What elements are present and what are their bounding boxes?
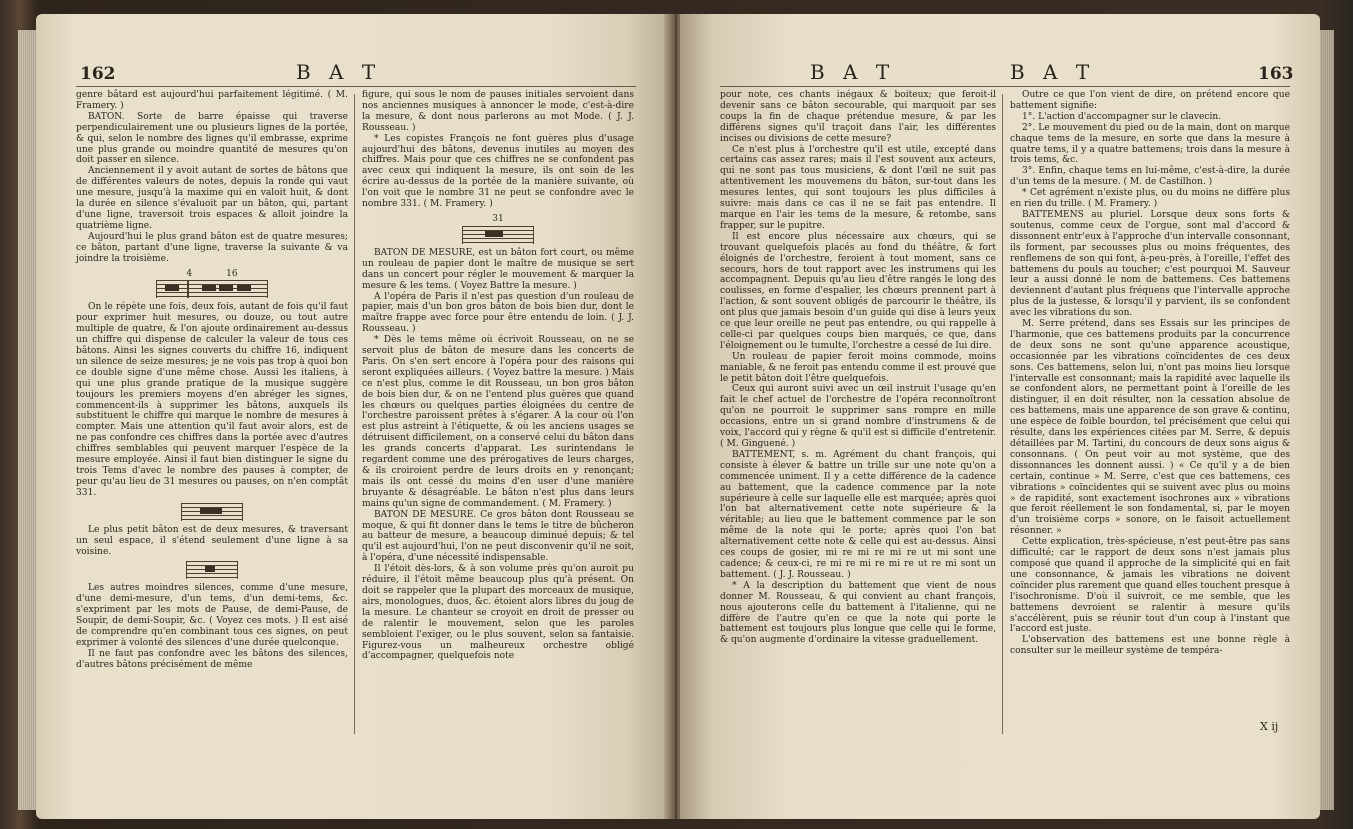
right-column-2: [1010, 90, 1290, 657]
paragraph: Il l'étoit dès-lors, & à son volume près qu'on auroit pu réduire, il l'étoit même beaucoup plus qu'à présent. On doit se rappeler que la plupart des morceaux de musique, airs, monologues, duos, &c. étoient alors libres du joug de la mesure. Le chanteur se croyoit en droit de presser ou de ralentir le mouvement, selon que les paroles sembloient l'exiger, ou le plus souvent, selon sa fantaisie. Figurez-vous un malheureux orchestre obligé d'accompagner, quelquefois note: [362, 564, 634, 662]
paragraph: BATON DE MESURE. Ce gros bâton dont Rousseau se moque, & qui fit donner dans le tems le titre de bûcheron au batteur de mesure, a beaucoup diminué depuis; & tel qu'il est aujourd'hui, l'on ne peut disconvenir qu'il ne soit, à l'opéra, d'une nécessité indispensable.: [362, 509, 634, 564]
figure-small-baton: [76, 561, 348, 579]
paragraph: BATON DE MESURE, est un bâton fort court, ou même un rouleau de papier dont le maître de musique se sert dans un concert pour régler le mouvement & marquer la mesure & les tems. ( Voyez Battre la mesure. ): [362, 247, 634, 291]
signature-mark: X ij: [1260, 720, 1279, 733]
left-column-1: [76, 90, 348, 671]
paragraph: Aujourd'hui le plus grand bâton est de quatre mesures; ce bâton, partant d'une ligne, traverse la suivante & va joindre la troisième.: [76, 231, 348, 264]
running-head: B A T: [1010, 60, 1096, 84]
music-staff: [186, 561, 238, 579]
paragraph: On le répète une fois, deux fois, autant de fois qu'il faut pour exprimer huit mesures, ou douze, ou tout autre multiple de quatre, & l'on ajoute ordinairement au-dessus un chiffre qui dispense de calculer la valeur de tous ces bâtons. Ainsi les signes couverts du chiffre 16, indiquent un silence de seize mesures; je ne vois pas trop à quoi bon ce double signe d'une même chose. Aussi les italiens, à qui une plus grande pratique de la musique suggère toujours les premiers moyens d'en abréger les signes, commencent-ils à supprimer les bâtons, auxquels ils substituent le chiffre qui marque le nombre de mesures à compter. Mais une attention qu'il faut avoir alors, est de ne pas confondre ces chiffres dans la portée avec d'autres chiffres semblables qui peuvent marquer l'espèce de la mesure employée. Ainsi il faut bien distinguer le signe du trois Tems d'avec le nombre des pauses à compter, de peur qu'au lieu de 31 mesures ou pauses, on n'en comptât 331.: [76, 302, 348, 498]
page-number: 162: [80, 64, 116, 84]
paragraph: Un rouleau de papier feroit moins commode, moins maniable, & ne feroit pas entendu comme il est prouvé que le petit bâton doit l'être quelquefois.: [720, 351, 996, 384]
right-page: [680, 14, 1320, 819]
figure-number: 16: [226, 268, 238, 279]
paragraph: 2°. Le mouvement du pied ou de la main, dont on marque chaque tems de la mesure, en sorte que dans la mesure à quatre tems, il y a quatre battemens; trois dans la mesure à trois tems, &c.: [1010, 122, 1290, 166]
paragraph: figure, qui sous le nom de pauses initiales servoient dans nos anciennes musiques à annoncer le mode, c'est-à-dire la mesure, & dont nous parlerons au mot Mode. ( J. J. Rousseau. ): [362, 90, 634, 133]
paragraph: * Les copistes François ne font guères plus d'usage aujourd'hui des bâtons, devenus inutiles au moyen des chiffres. Mais pour que ces chiffres ne se confondent pas avec ceux qui indiquent la mesure, ils ont soin de les écrire au-dessus de la portée de la manière suivante, où l'on voit que le nombre 31 ne peut se confondre avec le nombre 331. ( M. Framery. ): [362, 133, 634, 210]
left-column-2: [362, 90, 634, 662]
paragraph: BATTEMENT, s. m. Agrément du chant françois, qui consiste à élever & battre un trille sur une note qu'on a commencée uniment. Il y a cette différence de la cadence au battement, que la cadence commence par la note supérieure à celle sur laquelle elle est marquée; après quoi l'on bat alternativement cette note supérieure & la véritable; au lieu que le battement commence par le son même de la note qui le porte; après quoi l'on bat alternativement cette note & celle qui est au-dessus. Ainsi ces coups de gosier, mi re mi re mi re ut mi sont une cadence; & ceux-ci, re mi re mi re mi re ut re mi sont un battement. ( J. J. Rousseau. ): [720, 449, 996, 580]
paragraph: * Dès le tems même où écrivoit Rousseau, on ne se servoit plus de bâton de mesure dans les concerts de Paris. On s'en sert encore à l'opéra pour des raisons qui seront expliquées ailleurs. ( Voyez battre la mesure. ) Mais ce n'est plus, comme le dit Rousseau, un bon gros bâton de bois bien dur, & on ne l'entend plus guères que quand les chœurs ou quelques parties éloignées du centre de l'orchestre paroissent prêtes à s'égarer. A la cour où l'on est plus astreint à l'étiquette, & où les anciens usages se détruisent difficilement, on a conservé celui du bâton dans les grands concerts d'apparat. Les surintendans le regardent comme une des prérogatives de leurs charges, & ils croiroient perdre de leurs droits en y renonçant; mais ils ont cessé du moins d'en user d'une manière bruyante & désagréable. Le bâton n'est plus dans leurs mains qu'un signe de commandement. ( M. Framery. ): [362, 335, 634, 509]
paragraph: * Cet agrément n'existe plus, ou du moins ne diffère plus en rien du trille. ( M. Framery. ): [1010, 188, 1290, 210]
paragraph: Le plus petit bâton est de deux mesures, & traversant un seul espace, il s'étend seulement d'une ligne à sa voisine.: [76, 524, 348, 557]
paragraph: Cette explication, très-spécieuse, n'est peut-être pas sans difficulté; car le rapport de deux sons n'est jamais plus composé que quand il approche de la simplicité qui en fait une consonnance, & jamais les vibrations ne doivent coïncider plus rarement que quand elles touchent presque à l'isochronisme. D'où il suivroit, ce me semble, que les battemens devroient se ralentir à mesure qu'ils s'accélèrent, puis se réunir tout d'un coup à l'instant que l'accord est juste.: [1010, 537, 1290, 635]
figure-three-tems: [76, 503, 348, 521]
running-head: B A T: [810, 60, 896, 84]
left-page: [36, 14, 672, 819]
paragraph: pour note, ces chants inégaux & boiteux; que feroit-il devenir sans ce bâton secourable, qui marquoit par ses coups la fin de chaque prétendue mesure, & par les différens signes qu'il traçoit dans l'air, les différentes incises ou divisions de cette mesure?: [720, 90, 996, 144]
paragraph: BATTEMENS au pluriel. Lorsque deux sons forts & soutenus, comme ceux de l'orgue, sont mal d'accord & dissonnent entr'eux à l'approche d'un intervalle consonnant, ils forment, par secousses plus ou moins fréquentes, des renflemens de son qui font, à-peu-près, à l'oreille, l'effet des battemens du pouls au toucher; c'est pourquoi M. Sauveur leur a aussi donné le nom de battemens. Ces battemens deviennent d'autant plus fréquens que l'intervalle approche plus de la justesse, & lorsqu'il y parvient, ils se confondent avec les vibrations du son.: [1010, 209, 1290, 319]
page-edges-left: [18, 30, 38, 810]
paragraph: M. Serre prétend, dans ses Essais sur les principes de l'harmonie, que ces battemens produits par la concurrence de deux sons ne sont qu'une apparence acoustique, occasionnée par les vibrations coïncidentes de ces deux sons. Ces battemens, selon lui, n'ont pas moins lieu lorsque l'intervalle est consonnant; mais la rapidité avec laquelle ils se confondent alors, ne permettant point à l'oreille de les distinguer, il en doit résulter, non la cessation absolue de ces battemens, mais une apparence de son grave & continu, une espèce de foible bourdon, tel précisément que celui qui résulte, dans les expériences citées par M. Serre, & depuis détaillées par M. Tartini, du concours de deux sons aigus & consonnans. ( On peut voir au mot système, que des dissonnances les donnent aussi. ) « Ce qu'il y a de bien certain, continue » M. Serre, c'est que ces battemens, ces vibrations » coïncidentes qui se suivent avec plus ou moins » de rapidité, sont exactement isochrones aux » vibrations que feroit réellement le son fondamental, si, par le moyen d'un troisième corps » sonore, on le faisoit actuellement résonner. »: [1010, 319, 1290, 537]
column-rule: [1002, 94, 1003, 734]
paragraph: * A la description du battement que vient de nous donner M. Rousseau, & qui convient au chant françois, nous ajouterons celle du battement à l'italienne, qui ne diffère de l'autre qu'en ce que la note qui porte le battement est toujours plus longue que celle qui le forme, & qu'on augmente d'ordinaire la vitesse graduellement.: [720, 580, 996, 646]
page-number: 163: [1258, 64, 1294, 84]
paragraph: Ce n'est plus à l'orchestre qu'il est utile, excepté dans certains cas assez rares; mais il l'est souvent aux acteurs, qui ne sont pas tous musiciens, & dont l'œil ne suit pas attentivement les mouvemens du bâton, sur-tout dans les mesures lentes, qui sont toujours les plus difficiles à suivre: mais dans ce cas il ne se fait pas entendre. Il marque en l'air les tems de la mesure, & retombe, sans frapper, sur le pupitre.: [720, 144, 996, 231]
right-column-1: [720, 90, 996, 646]
figure-31: [362, 214, 634, 244]
paragraph: Il est encore plus nécessaire aux chœurs, qui se trouvant quelquefois placés au fond du théâtre, & fort éloignés de l'orchestre, feroient à tout moment, sans ce secours, hors de tout rapport avec les instrumens qui les accompagnent. Depuis qu'au lieu d'être rangés le long des coulisses, en forme d'espalier, les chœurs prennent part à l'action, & sont souvent obligés de parcourir le théâtre, ils ont plus que jamais besoin d'un guide qui dise à leurs yeux ce que leur oreille ne peut pas entendre, ou qui rappelle à celle-ci par quelques coups bien marqués, ce que, dans l'éloignement ou le tumulte, l'orchestre a cessé de lui dire.: [720, 231, 996, 351]
paragraph: Il ne faut pas confondre avec les bâtons des silences, d'autres bâtons précisément de même: [76, 648, 348, 670]
paragraph: Outre ce que l'on vient de dire, on prétend encore que battement signifie:: [1010, 90, 1290, 111]
paragraph: Ceux qui auront suivi avec un œil instruit l'usage qu'en fait le chef actuel de l'orchestre de l'opéra reconnoîtront qu'on ne pourroit le supprimer sans rompre en mille occasions, entre un si grand nombre d'instrumens & de voix, l'accord qui y règne & qu'il est si difficile d'entretenir. ( M. Ginguené. ): [720, 384, 996, 449]
music-staff: [462, 226, 534, 244]
paragraph: A l'opéra de Paris il n'est pas question d'un rouleau de papier, mais d'un bon gros bâton de bois bien dur, dont le maître frappe avec force pour être entendu de loin. ( J. J. Rousseau. ): [362, 291, 634, 335]
paragraph: Anciennement il y avoit autant de sortes de bâtons que de différentes valeurs de notes, depuis la ronde qui vaut une mesure, jusqu'à la maxime qui en valoit huit, & dont la durée en silence s'évaluoit par un bâton, qui, partant d'une ligne, traversoit trois espaces & alloit joindre la quatrième ligne.: [76, 166, 348, 231]
header-rule: [720, 86, 1290, 87]
header-rule: [76, 86, 636, 87]
figure-number: 4: [186, 268, 193, 279]
paragraph: L'observation des battemens est une bonne règle à consulter sur le meilleur système de tempéra-: [1010, 635, 1290, 657]
music-staff: [156, 280, 268, 298]
running-head: B A T: [296, 60, 382, 84]
figure-baton-16: [76, 269, 348, 299]
figure-number: 31: [492, 213, 504, 224]
column-rule: [354, 94, 355, 734]
paragraph: BATON. Sorte de barre épaisse qui traverse perpendiculairement une ou plusieurs lignes de la portée, & qui, selon le nombre des lignes qu'il embrasse, exprime une plus grande ou moindre quantité de mesures qu'on doit passer en silence.: [76, 111, 348, 166]
music-staff: [181, 503, 243, 521]
paragraph: Les autres moindres silences, comme d'une mesure, d'une demi-mesure, d'un tems, d'un demi-tems, &c. s'expriment par les mots de Pause, de demi-Pause, de Soupir, de demi-Soupir, &c. ( Voyez ces mots. ) Il est aisé de comprendre qu'en combinant tous ces signes, on peut exprimer à volonté des silences d'une durée quelconque.: [76, 583, 348, 648]
paragraph: genre bâtard est aujourd'hui parfaitement légitimé. ( M. Framery. ): [76, 90, 348, 111]
paragraph: 1°. L'action d'accompagner sur le clavecin.: [1022, 111, 1222, 122]
paragraph: 3°. Enfin, chaque tems en lui-même, c'est-à-dire, la durée d'un tems de la mesure. ( M. de Castilhon. ): [1010, 166, 1290, 188]
page-edges-right: [1318, 30, 1334, 810]
